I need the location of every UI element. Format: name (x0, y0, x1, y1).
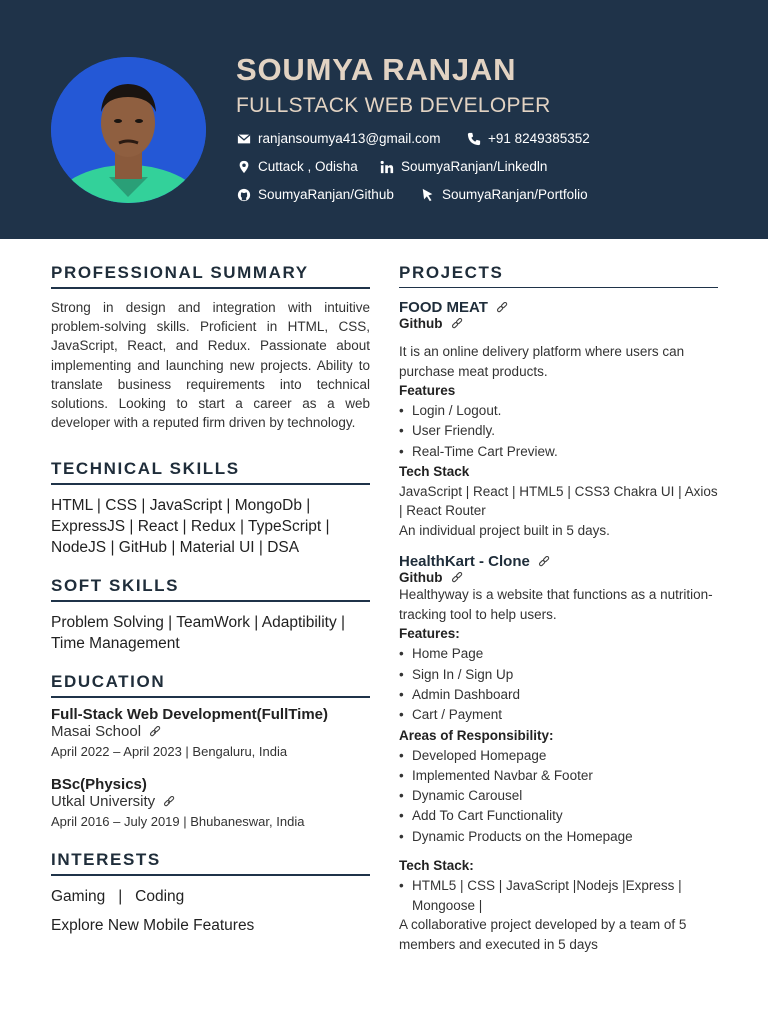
summary-text: Strong in design and integration with intuitive problem-solving skills. Proficient in HTML, CSS, JavaScript, React, and Redux. Passionate about implementing and launching new projects. Ability to translate business requirements into technical solutions. Looking to start a career as a web developer with a reputed firm driven by technology. (51, 300, 370, 431)
list-item: • Dynamic Carousel (399, 786, 718, 806)
features-label: Features: (399, 626, 460, 642)
link-icon[interactable] (538, 556, 550, 568)
project-note: An individual project built in 5 days. (399, 522, 610, 538)
list-item: • Login / Logout. (399, 401, 718, 421)
summary-heading: PROFESSIONAL SUMMARY (51, 263, 370, 289)
candidate-name: SOUMYA RANJAN (236, 52, 517, 87)
project-title[interactable] (399, 553, 718, 570)
project-description: Healthyway is a website that functions as a nutrition-tracking tool to help users. (399, 587, 713, 622)
link-icon[interactable] (149, 726, 161, 738)
areas-list (399, 746, 718, 847)
project-github-link[interactable] (399, 316, 718, 331)
contact-portfolio-text: SoumyaRanjan/Portfolio (442, 187, 588, 202)
contact-phone-text: +91 8249385352 (488, 131, 590, 146)
education-school-text: Utkal University (51, 793, 156, 811)
contact-github-text: SoumyaRanjan/Github (258, 187, 394, 202)
mail-icon (236, 131, 251, 146)
tech-stack-list (399, 876, 718, 915)
list-item: • Admin Dashboard (399, 685, 718, 705)
education-degree: BSc(Physics) (51, 776, 147, 794)
list-item: • User Friendly. (399, 421, 718, 441)
github-link-text: Github (399, 316, 443, 331)
profile-photo (51, 57, 206, 203)
features-label: Features (399, 383, 456, 398)
location-pin-icon (236, 159, 251, 174)
list-item: • HTML5 | CSS | JavaScript |Nodejs |Express | Mongoose | (399, 876, 718, 915)
link-icon[interactable] (451, 572, 463, 584)
contact-portfolio[interactable] (420, 187, 588, 202)
github-icon (236, 187, 251, 202)
contact-github[interactable] (236, 187, 394, 202)
list-item: • Implemented Navbar & Footer (399, 766, 718, 786)
list-item: • Real-Time Cart Preview. (399, 442, 718, 462)
list-item: • Cart / Payment (399, 705, 718, 725)
phone-icon (466, 131, 481, 146)
list-item: • Home Page (399, 644, 718, 664)
link-icon[interactable] (163, 796, 175, 808)
education-school-text: Masai School (51, 723, 142, 741)
list-item: • Developed Homepage (399, 746, 718, 766)
contact-email-text: ranjansoumya413@gmail.com (258, 131, 441, 146)
contact-linkedin-text: SoumyaRanjan/Linkedln (401, 159, 548, 174)
features-list (399, 644, 718, 725)
education-details: April 2016 – July 2019 | Bhubaneswar, India (51, 814, 305, 830)
contact-location-text: Cuttack , Odisha (258, 159, 358, 174)
tech-stack-label: Tech Stack: (399, 858, 474, 874)
project-item (399, 299, 718, 540)
tech-stack-label: Tech Stack (399, 463, 470, 479)
education-item (51, 776, 370, 829)
left-column (51, 263, 370, 936)
interests-line: Explore New Mobile Features (51, 917, 255, 935)
projects-heading: PROJECTS (399, 263, 718, 288)
linkedin-icon (379, 159, 394, 174)
list-item: • Dynamic Products on the Homepage (399, 827, 718, 847)
interests-line: Gaming | Coding (51, 888, 185, 906)
cursor-icon (420, 187, 435, 202)
areas-label: Areas of Responsibility: (399, 727, 554, 743)
education-item (51, 706, 370, 759)
contact-location (236, 159, 358, 174)
resume-header (0, 0, 768, 239)
project-description: It is an online delivery platform where users can purchase meat products. (399, 344, 685, 379)
list-item: • Add To Cart Functionality (399, 806, 718, 826)
project-github-link[interactable] (399, 570, 718, 585)
contact-phone[interactable] (466, 131, 590, 146)
project-title-text: HealthKart - Clone (399, 553, 530, 571)
soft-skills-text: Problem Solving | TeamWork | Adaptibility | Time Management (51, 614, 346, 653)
tech-stack-text: JavaScript | React | HTML5 | CSS3 Chakra UI | Axios | React Router (399, 483, 718, 519)
technical-skills-heading: TECHNICAL SKILLS (51, 459, 370, 485)
contact-linkedin[interactable] (379, 159, 547, 174)
education-details: April 2022 – April 2023 | Bengaluru, India (51, 744, 288, 760)
interests-heading: INTERESTS (51, 850, 370, 876)
education-school[interactable] (51, 723, 370, 740)
link-icon[interactable] (496, 302, 508, 314)
education-heading: EDUCATION (51, 672, 370, 698)
link-icon[interactable] (451, 318, 463, 330)
soft-skills-heading: SOFT SKILLS (51, 576, 370, 602)
project-title[interactable] (399, 299, 718, 316)
candidate-title: FULLSTACK WEB DEVELOPER (236, 94, 551, 117)
right-column (399, 263, 718, 954)
project-note: A collaborative project developed by a team of 5 members and executed in 5 days (399, 917, 687, 952)
technical-skills-text: HTML | CSS | JavaScript | MongoDb | ExpressJS | React | Redux | TypeScript | NodeJS | GitHub | Material UI | DSA (51, 497, 330, 557)
contact-email[interactable] (236, 131, 441, 146)
education-school[interactable] (51, 793, 370, 810)
education-degree: Full-Stack Web Development(FullTime) (51, 706, 328, 724)
github-link-text: Github (399, 570, 443, 586)
project-item (399, 553, 718, 954)
list-item: • Sign In / Sign Up (399, 665, 718, 685)
project-title-text: FOOD MEAT (399, 299, 488, 316)
features-list (399, 401, 718, 462)
